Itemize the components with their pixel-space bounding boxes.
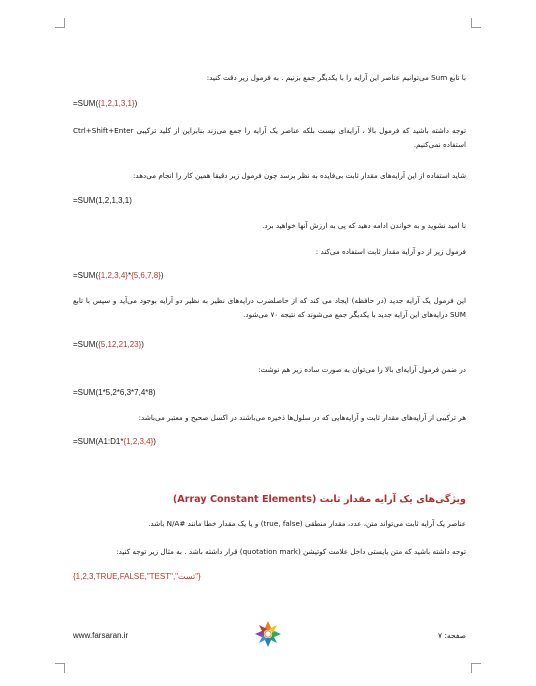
array-constant: {5,6,7,8} bbox=[131, 271, 161, 280]
formula-sum-plain: =SUM(1,2,1,3,1) bbox=[73, 196, 132, 205]
formula-suffix: ) bbox=[141, 340, 144, 349]
formula-suffix: ) bbox=[160, 271, 164, 280]
formula-sum-product bbox=[73, 271, 164, 280]
crop-mark-top-right bbox=[471, 18, 481, 28]
formula-sum-result-array bbox=[73, 340, 144, 349]
formula-sum-array bbox=[73, 99, 137, 108]
paragraph-simple-form: در ضمن فرمول آرایه‌ای بالا را می‌توان به صورت ساده زیر هم نوشت: bbox=[258, 365, 466, 374]
crop-mark-bottom-right bbox=[471, 663, 481, 673]
section-heading: ویژگی‌های یک آرایه مقدار ثابت (Array Constant Elements) bbox=[172, 494, 466, 505]
formula-sum-range-array bbox=[73, 437, 156, 446]
footer-website-link[interactable]: www.farsaran.ir bbox=[73, 631, 129, 640]
footer-page-number: صفحه: ۷ bbox=[438, 631, 466, 640]
paragraph-sum-intro: با تابع Sum می‌توانیم عناصر این آرایه را با یکدیگر جمع بزنیم . به فرمول زیر دقت کنید: bbox=[206, 73, 466, 82]
paragraph-dont-despair: نا امید نشوید و به خواندن ادامه دهید که پی به ارزش آنها خواهید برد. bbox=[262, 221, 466, 230]
formula-prefix: =SUM( bbox=[73, 340, 99, 349]
formula-prefix: =SUM(A1:D1* bbox=[73, 437, 124, 446]
formula-suffix: ) bbox=[153, 437, 156, 446]
paragraph-seems-useless: شاید استفاده از این آرایه‌های مقدار ثابت بی‌فایده به نظر برسد چون فرمول زیر دقیقا همین کار را انجام می‌دهد: bbox=[133, 171, 466, 180]
formula-suffix: ) bbox=[134, 99, 138, 108]
crop-mark-top-left bbox=[55, 18, 65, 28]
paragraph-any-combination: هر ترکیبی از آرایه‌های مقدار ثابت و آرایه‌هایی که در سلول‌ها ذخیره می‌باشند در اکسل صحیح و معتبر می‌باشد: bbox=[138, 413, 466, 422]
formula-operator: * bbox=[127, 271, 132, 280]
paragraph-new-array-explanation: این فرمول یک آرایه جدید (در حافظه) ایجاد می کند که از حاصلضرب درایه‌های نظیر به نظیر دو آرایه بوجود می‌آید و سپس با تابع SUM درایه‌های این آرایه جدید با یکدیگر جمع می‌شوند که نتیجه ۷۰ می‌شود. bbox=[73, 296, 466, 319]
formula-prefix: =SUM( bbox=[73, 271, 99, 280]
array-constant: {1,2,1,3,1} bbox=[98, 99, 135, 108]
array-constant-example: {1,2,3,TRUE,FALSE,"TEST","تست"} bbox=[73, 572, 201, 581]
array-constant: {1,2,3,4} bbox=[98, 271, 128, 280]
formula-prefix: =SUM( bbox=[73, 99, 99, 108]
paragraph-not-array-formula: توجه داشته باشید که فرمول بالا ، آرایه‌ای نیست بلکه عناصر یک آرایه را جمع می‌زند بنابراین از کلید ترکیبی Ctrl+Shift+Enter استفاده نمی‌کنیم. bbox=[73, 126, 466, 149]
paragraph-two-arrays: فرمول زیر از دو آرایه مقدار ثابت استفاده می‌کند : bbox=[315, 247, 466, 256]
farsaran-logo-icon bbox=[254, 620, 282, 648]
formula-sum-expanded: =SUM(1*5,2*6,3*7,4*8) bbox=[73, 388, 156, 397]
array-constant: {1,2,3,4} bbox=[123, 437, 154, 446]
array-constant: {5,12,21,23} bbox=[98, 340, 142, 349]
paragraph-quotation-mark: توجه داشته باشید که متن بایستی داخل علامت کوتیشن (quotation mark) قرار داشته باشد . به مثال زیر توجه کنید: bbox=[116, 547, 466, 556]
crop-mark-bottom-left bbox=[55, 663, 65, 673]
paragraph-element-types: عناصر یک آرایه ثابت می‌تواند متن، عدد، مقدار منطقی (true, false) و یا یک مقدار خطا مانند #N/A باشد. bbox=[148, 519, 466, 528]
